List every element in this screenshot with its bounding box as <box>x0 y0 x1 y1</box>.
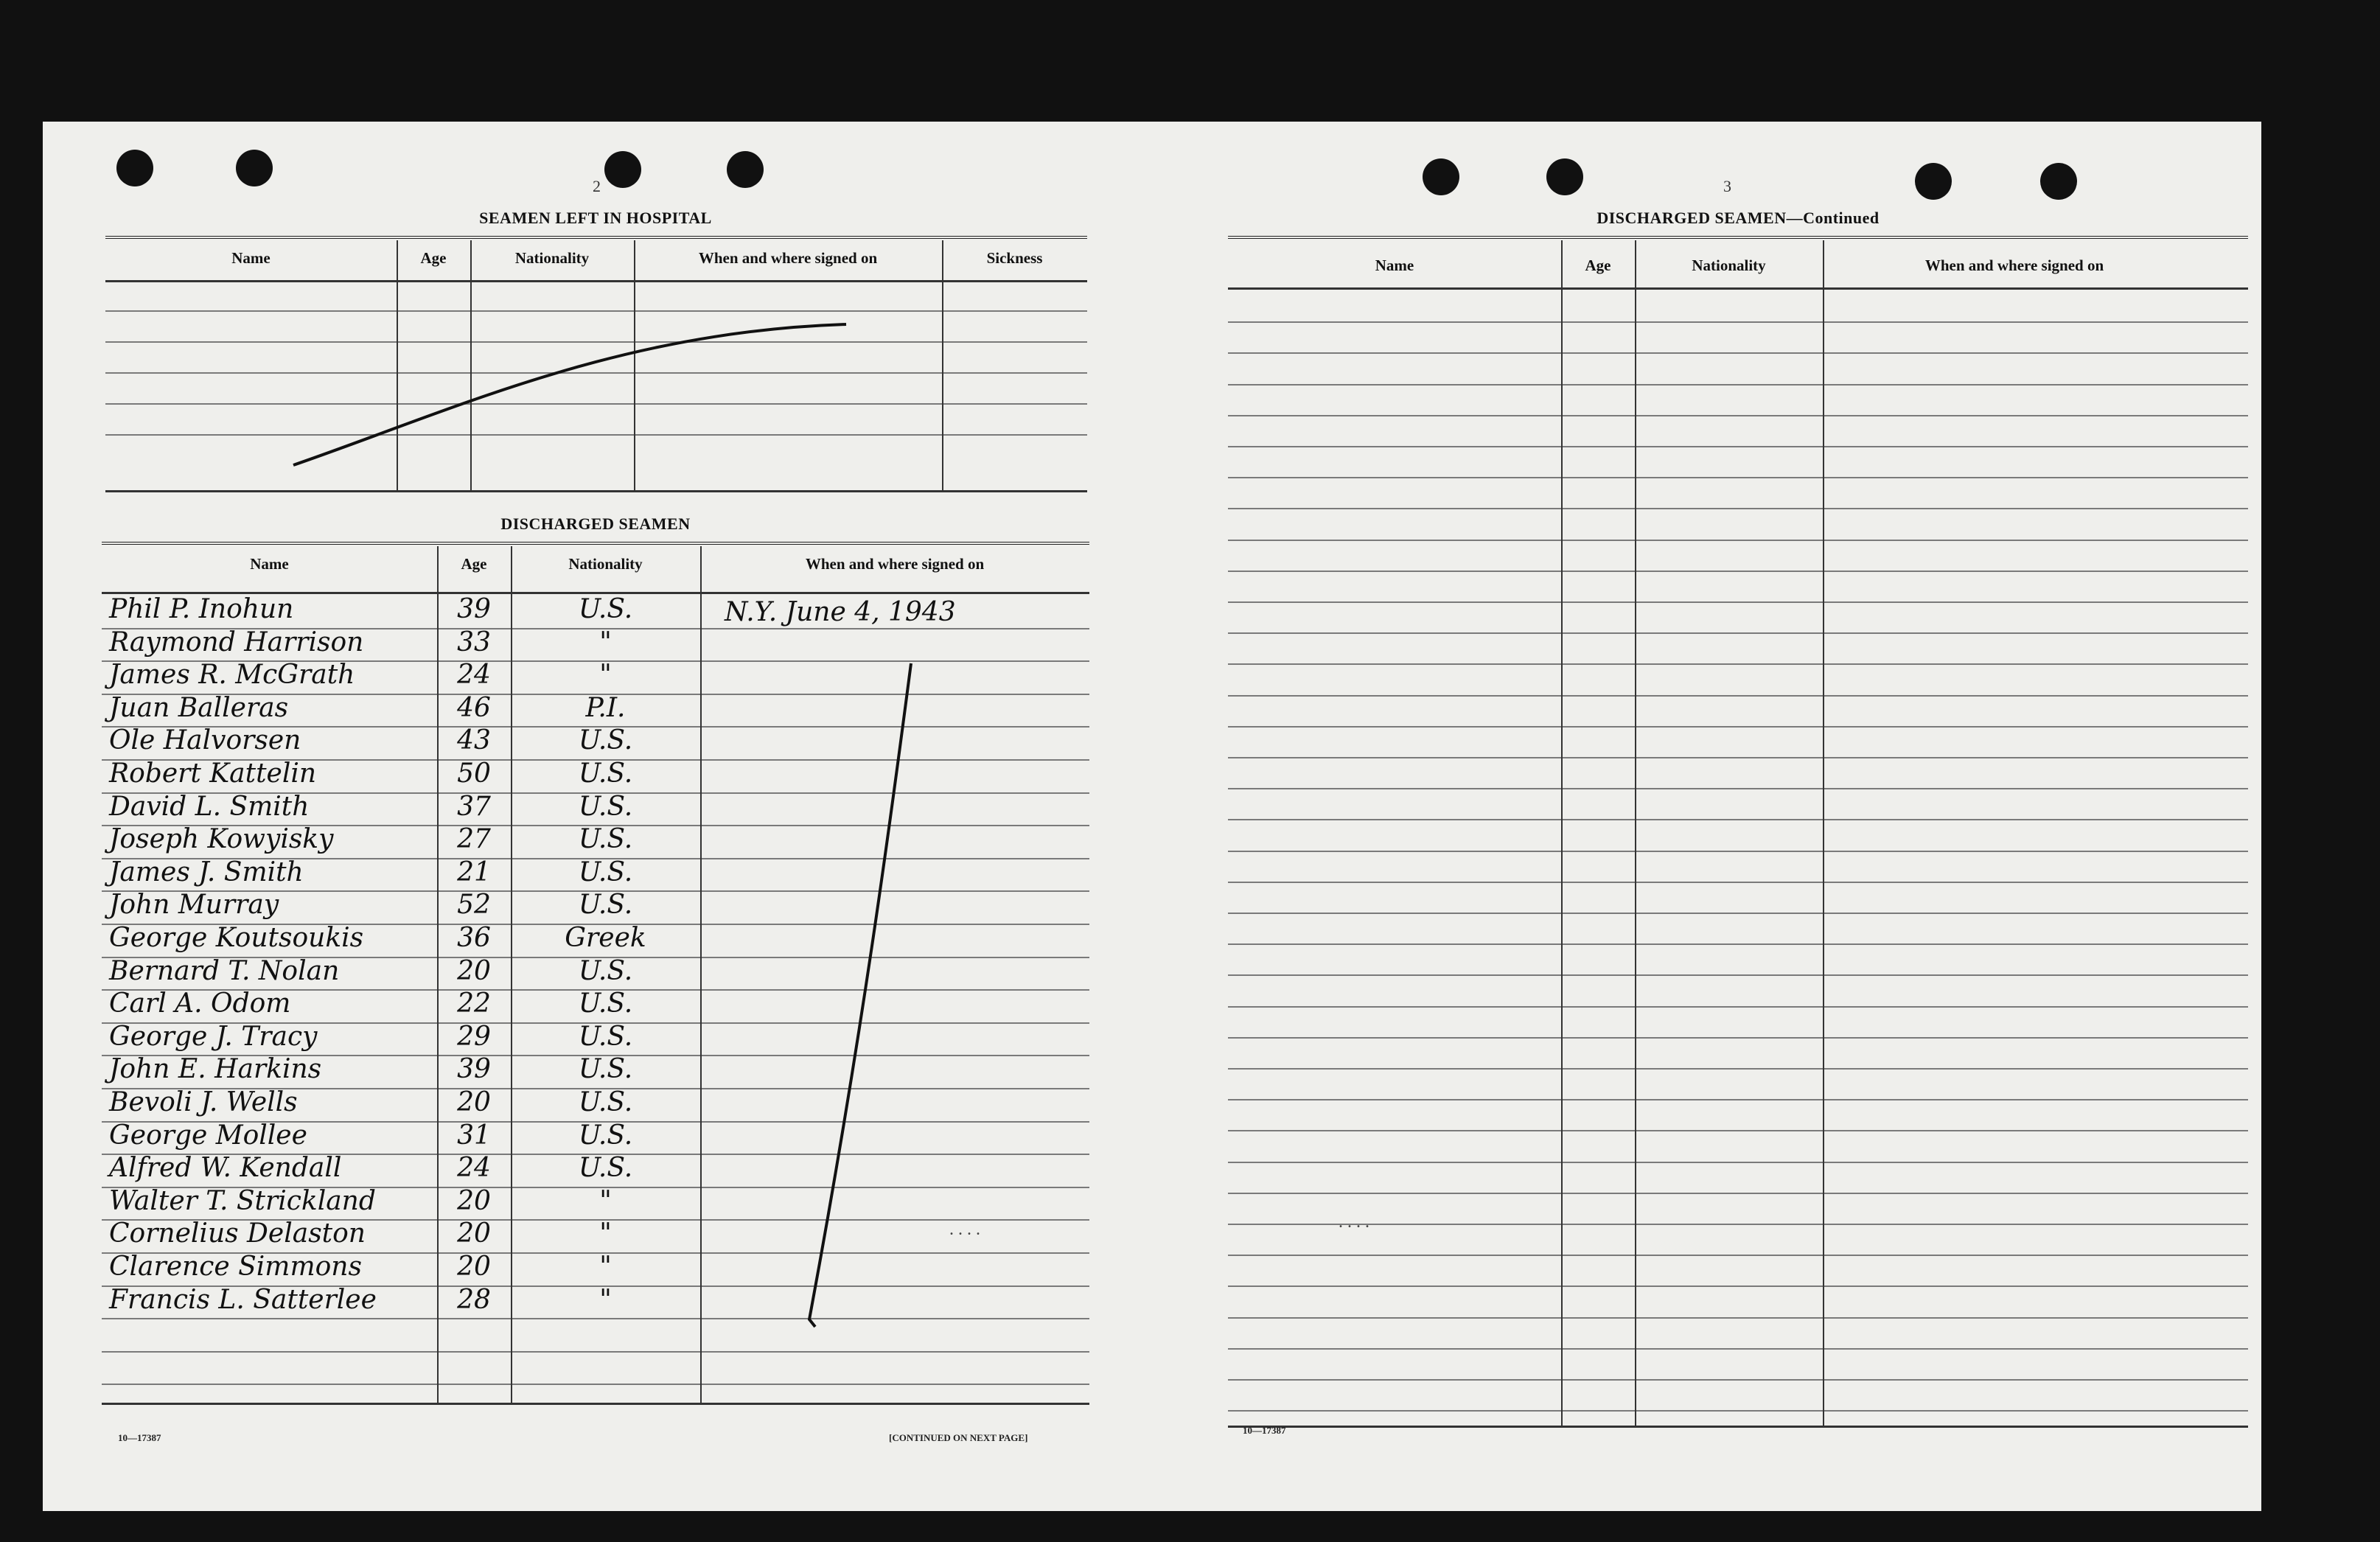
seaman-age: 29 <box>457 1021 491 1052</box>
seaman-nationality: " <box>599 1218 612 1249</box>
seaman-name: Francis L. Satterlee <box>109 1284 377 1315</box>
seaman-age: 46 <box>457 692 491 723</box>
seaman-name: John Murray <box>109 890 279 921</box>
continued-note: [CONTINUED ON NEXT PAGE] <box>889 1432 1028 1443</box>
seaman-name: Cornelius Delaston <box>109 1218 366 1249</box>
form-number: 10—17387 <box>1243 1425 1286 1436</box>
seaman-age: 39 <box>457 1054 491 1085</box>
seaman-nationality: " <box>599 627 612 657</box>
seaman-nationality: U.S. <box>578 955 633 986</box>
seaman-name: John E. Harkins <box>109 1054 322 1085</box>
seaman-nationality: U.S. <box>578 1087 633 1117</box>
col-header-nationality: Nationality <box>1692 257 1766 274</box>
void-diagonal-stroke <box>293 324 846 465</box>
seaman-age: 37 <box>457 791 491 822</box>
seaman-nationality: U.S. <box>578 824 633 855</box>
seaman-name: Joseph Kowyisky <box>109 824 334 855</box>
seaman-name: George Mollee <box>109 1120 307 1151</box>
seaman-nationality: U.S. <box>578 890 633 921</box>
seaman-name: Raymond Harrison <box>109 627 364 657</box>
seaman-age: 20 <box>457 1218 491 1249</box>
seaman-nationality: U.S. <box>578 988 633 1019</box>
seaman-nationality: U.S. <box>578 1021 633 1052</box>
col-header-signed-on: When and where signed on <box>698 249 878 267</box>
seaman-nationality: " <box>599 1185 612 1216</box>
stray-dots: .... <box>1339 1213 1374 1232</box>
signed-on-entry: N.Y. June 4, 1943 <box>725 597 956 627</box>
seaman-name: George Koutsoukis <box>109 923 364 953</box>
seaman-age: 24 <box>457 660 491 691</box>
seaman-age: 52 <box>457 890 491 921</box>
seaman-age: 20 <box>457 1087 491 1117</box>
seaman-nationality: Greek <box>565 923 646 953</box>
col-header-name: Name <box>1375 257 1414 274</box>
hospital-section-title: SEAMEN LEFT IN HOSPITAL <box>479 209 712 227</box>
seaman-name: Robert Kattelin <box>109 758 317 789</box>
seaman-nationality: " <box>599 1252 612 1282</box>
col-header-age: Age <box>461 555 487 573</box>
seaman-name: George J. Tracy <box>109 1021 318 1052</box>
col-header-sickness: Sickness <box>986 249 1043 267</box>
seaman-name: David L. Smith <box>109 791 310 822</box>
col-header-age: Age <box>420 249 447 267</box>
col-header-name: Name <box>231 249 271 267</box>
pen-strokes <box>43 122 2261 1511</box>
seaman-name: Ole Halvorsen <box>109 725 301 756</box>
seaman-age: 20 <box>457 955 491 986</box>
seaman-age: 33 <box>457 627 491 657</box>
page-number: 3 <box>1723 177 1731 195</box>
seaman-age: 39 <box>457 594 491 624</box>
seaman-age: 31 <box>457 1120 491 1151</box>
page-number: 2 <box>593 177 601 195</box>
col-header-nationality: Nationality <box>568 555 643 573</box>
seaman-nationality: U.S. <box>578 1054 633 1085</box>
seaman-nationality: U.S. <box>578 594 633 624</box>
seaman-age: 20 <box>457 1185 491 1216</box>
seaman-age: 36 <box>457 923 491 953</box>
stray-dots: .... <box>949 1220 985 1239</box>
seaman-nationality: U.S. <box>578 1120 633 1151</box>
seaman-nationality: " <box>599 660 612 691</box>
seaman-age: 27 <box>457 824 491 855</box>
seaman-name: Bernard T. Nolan <box>109 955 340 986</box>
seaman-nationality: U.S. <box>578 791 633 822</box>
seaman-age: 21 <box>457 857 491 887</box>
col-header-signed-on: When and where signed on <box>1924 257 2104 274</box>
seaman-age: 43 <box>457 725 491 756</box>
col-header-name: Name <box>250 555 289 573</box>
seaman-nationality: " <box>599 1284 612 1315</box>
seaman-name: James J. Smith <box>109 857 304 887</box>
seaman-name: Phil P. Inohun <box>109 594 294 624</box>
discharged-section-title: DISCHARGED SEAMEN <box>500 514 691 533</box>
seaman-age: 28 <box>457 1284 491 1315</box>
seaman-name: Walter T. Strickland <box>109 1185 376 1216</box>
ditto-vertical-stroke <box>809 663 911 1327</box>
seaman-nationality: U.S. <box>578 857 633 887</box>
seaman-age: 20 <box>457 1252 491 1282</box>
seaman-name: Juan Balleras <box>109 692 289 723</box>
seaman-name: Carl A. Odom <box>109 988 291 1019</box>
form-number: 10—17387 <box>118 1432 161 1443</box>
seaman-nationality: P.I. <box>585 692 626 723</box>
col-header-signed-on: When and where signed on <box>805 555 985 573</box>
seaman-age: 22 <box>457 988 491 1019</box>
col-header-nationality: Nationality <box>514 249 590 267</box>
seaman-name: James R. McGrath <box>109 660 355 691</box>
seaman-nationality: U.S. <box>578 1153 633 1184</box>
seaman-age: 24 <box>457 1153 491 1184</box>
seaman-name: Clarence Simmons <box>109 1252 362 1282</box>
seaman-nationality: U.S. <box>578 725 633 756</box>
document-sheet <box>43 122 2261 1511</box>
seaman-nationality: U.S. <box>578 758 633 789</box>
seaman-age: 50 <box>457 758 491 789</box>
seaman-name: Bevoli J. Wells <box>109 1087 298 1117</box>
continued-section-title: DISCHARGED SEAMEN—Continued <box>1596 209 1880 227</box>
col-header-age: Age <box>1585 257 1611 274</box>
seaman-name: Alfred W. Kendall <box>109 1153 342 1184</box>
